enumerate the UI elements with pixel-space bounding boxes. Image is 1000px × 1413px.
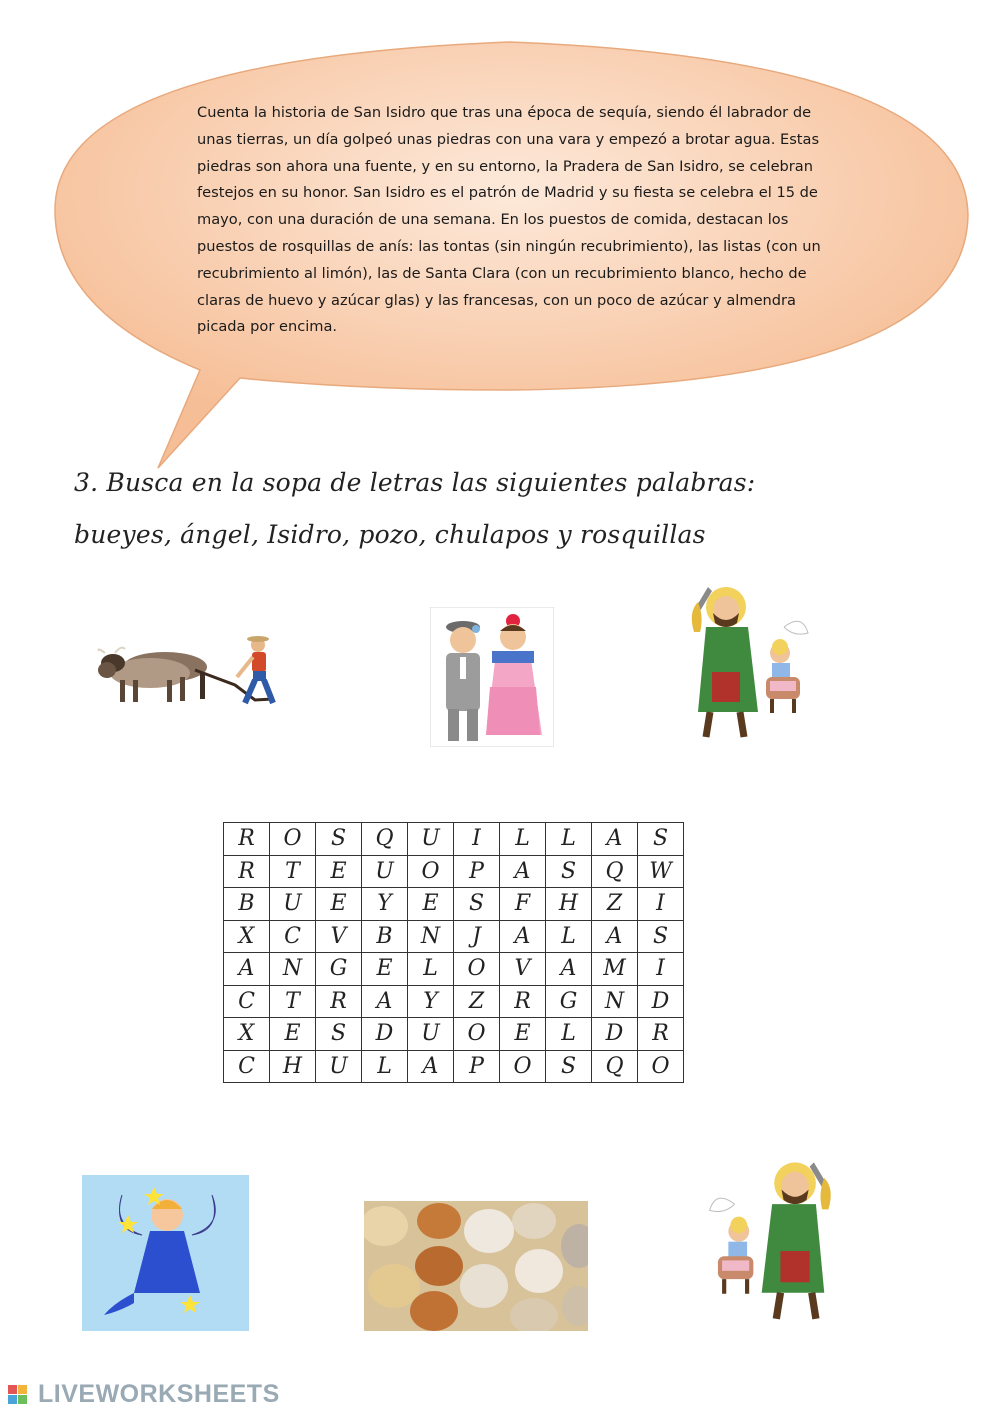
word-search-cell[interactable]: D [638, 985, 684, 1018]
word-search-cell[interactable]: O [408, 855, 454, 888]
task-word-list: bueyes, ángel, Isidro, pozo, chulapos y rosquillas [74, 520, 706, 549]
word-search-cell[interactable]: I [638, 888, 684, 921]
word-search-cell[interactable]: R [316, 985, 362, 1018]
word-search-cell[interactable]: X [224, 920, 270, 953]
word-search-cell[interactable]: R [638, 1018, 684, 1051]
rosquillas-image [364, 1201, 588, 1331]
word-search-cell[interactable]: Z [592, 888, 638, 921]
word-search-row [224, 953, 684, 986]
word-search-cell[interactable]: S [316, 823, 362, 856]
chulapos-image [430, 607, 554, 747]
word-search-cell[interactable]: G [546, 985, 592, 1018]
word-search-cell[interactable]: T [270, 985, 316, 1018]
word-search-cell[interactable]: N [592, 985, 638, 1018]
word-search-cell[interactable]: J [454, 920, 500, 953]
word-search-cell[interactable]: C [270, 920, 316, 953]
task-title: 3. Busca en la sopa de letras las siguientes palabras: [74, 468, 756, 497]
word-search-cell[interactable]: Z [454, 985, 500, 1018]
word-search-cell[interactable]: Q [592, 1050, 638, 1083]
word-search-cell[interactable]: I [454, 823, 500, 856]
word-search-cell[interactable]: D [592, 1018, 638, 1051]
word-search-row [224, 985, 684, 1018]
word-search-row [224, 888, 684, 921]
word-search-cell[interactable]: U [362, 855, 408, 888]
word-search-row [224, 855, 684, 888]
word-search-grid [223, 822, 684, 1083]
word-search-cell[interactable]: E [316, 888, 362, 921]
san-isidro-image-bottom [703, 1152, 835, 1324]
word-search-cell[interactable]: R [224, 823, 270, 856]
word-search-cell[interactable]: U [408, 1018, 454, 1051]
word-search-cell[interactable]: L [500, 823, 546, 856]
word-search-cell[interactable]: E [408, 888, 454, 921]
word-search-cell[interactable]: V [316, 920, 362, 953]
word-search-cell[interactable]: C [224, 1050, 270, 1083]
word-search-cell[interactable]: S [546, 855, 592, 888]
word-search-cell[interactable]: S [546, 1050, 592, 1083]
word-search-cell[interactable]: U [270, 888, 316, 921]
word-search-cell[interactable]: B [224, 888, 270, 921]
word-search-cell[interactable]: A [592, 823, 638, 856]
word-search-cell[interactable]: A [500, 920, 546, 953]
word-search-cell[interactable]: U [408, 823, 454, 856]
word-search-cell[interactable]: B [362, 920, 408, 953]
word-search-cell[interactable]: O [638, 1050, 684, 1083]
word-search-cell[interactable]: O [454, 1018, 500, 1051]
word-search-cell[interactable]: Q [362, 823, 408, 856]
word-search-cell[interactable]: S [638, 920, 684, 953]
footer-brand[interactable] [8, 1380, 280, 1408]
word-search-cell[interactable]: A [408, 1050, 454, 1083]
word-search-cell[interactable]: E [270, 1018, 316, 1051]
word-search-cell[interactable]: S [454, 888, 500, 921]
word-search-cell[interactable]: S [316, 1018, 362, 1051]
word-search-cell[interactable]: M [592, 953, 638, 986]
word-search-cell[interactable]: L [362, 1050, 408, 1083]
word-search-cell[interactable]: F [500, 888, 546, 921]
word-search-cell[interactable]: T [270, 855, 316, 888]
san-isidro-image-top [688, 577, 814, 742]
angel-image [82, 1175, 249, 1331]
word-search-cell[interactable]: L [546, 1018, 592, 1051]
liveworksheets-logo-icon [8, 1383, 36, 1407]
word-search-row [224, 823, 684, 856]
word-search-cell[interactable]: I [638, 953, 684, 986]
word-search-cell[interactable]: N [270, 953, 316, 986]
word-search-cell[interactable]: L [546, 823, 592, 856]
word-search-row [224, 920, 684, 953]
word-search-cell[interactable]: A [500, 855, 546, 888]
word-search-cell[interactable]: U [316, 1050, 362, 1083]
word-search-row [224, 1018, 684, 1051]
word-search-cell[interactable]: D [362, 1018, 408, 1051]
word-search-cell[interactable]: A [224, 953, 270, 986]
word-search-cell[interactable]: L [408, 953, 454, 986]
word-search-cell[interactable]: H [270, 1050, 316, 1083]
word-search-cell[interactable]: O [500, 1050, 546, 1083]
word-search-cell[interactable]: Q [592, 855, 638, 888]
word-search-cell[interactable]: O [454, 953, 500, 986]
word-search-cell[interactable]: A [592, 920, 638, 953]
word-search-cell[interactable]: O [270, 823, 316, 856]
oxen-plow-image [95, 625, 305, 710]
word-search-cell[interactable]: W [638, 855, 684, 888]
word-search-row [224, 1050, 684, 1083]
word-search-cell[interactable]: N [408, 920, 454, 953]
word-search-cell[interactable]: P [454, 855, 500, 888]
word-search-cell[interactable]: A [546, 953, 592, 986]
story-text: Cuenta la historia de San Isidro que tras una época de sequía, siendo él labrador de unas tierras, un día golpeó unas piedras con una vara y empezó a brotar agua. Estas piedras son ahora una fuente, y en su entorno, la Pradera de San Isidro, se celebran festejos en su honor. San Isidro es el patrón de Madrid y su fiesta se celebra el 15 de mayo, con una duración de una semana. En los puestos de comida, destacan los puestos de rosquillas de anís: las tontas (sin ningún recubrimiento), las listas (con un recubrimiento al limón), las de Santa Clara (con un recubrimiento blanco, hecho de claras de huevo y azúcar glas) y las francesas, con un poco de azúcar y almendra picada por encima. [197, 104, 821, 336]
word-search-cell[interactable]: E [362, 953, 408, 986]
word-search-cell[interactable]: Y [408, 985, 454, 1018]
word-search-cell[interactable]: H [546, 888, 592, 921]
word-search-cell[interactable]: E [316, 855, 362, 888]
word-search-cell[interactable]: G [316, 953, 362, 986]
word-search-cell[interactable]: C [224, 985, 270, 1018]
word-search-cell[interactable]: E [500, 1018, 546, 1051]
word-search-cell[interactable]: V [500, 953, 546, 986]
word-search-cell[interactable]: R [500, 985, 546, 1018]
word-search-cell[interactable]: R [224, 855, 270, 888]
word-search-cell[interactable]: P [454, 1050, 500, 1083]
word-search-cell[interactable]: A [362, 985, 408, 1018]
word-search-cell[interactable]: S [638, 823, 684, 856]
word-search-cell[interactable]: Y [362, 888, 408, 921]
footer-brand-text: LIVEWORKSHEETS [38, 1380, 280, 1408]
word-search-cell[interactable]: X [224, 1018, 270, 1051]
word-search-cell[interactable]: L [546, 920, 592, 953]
